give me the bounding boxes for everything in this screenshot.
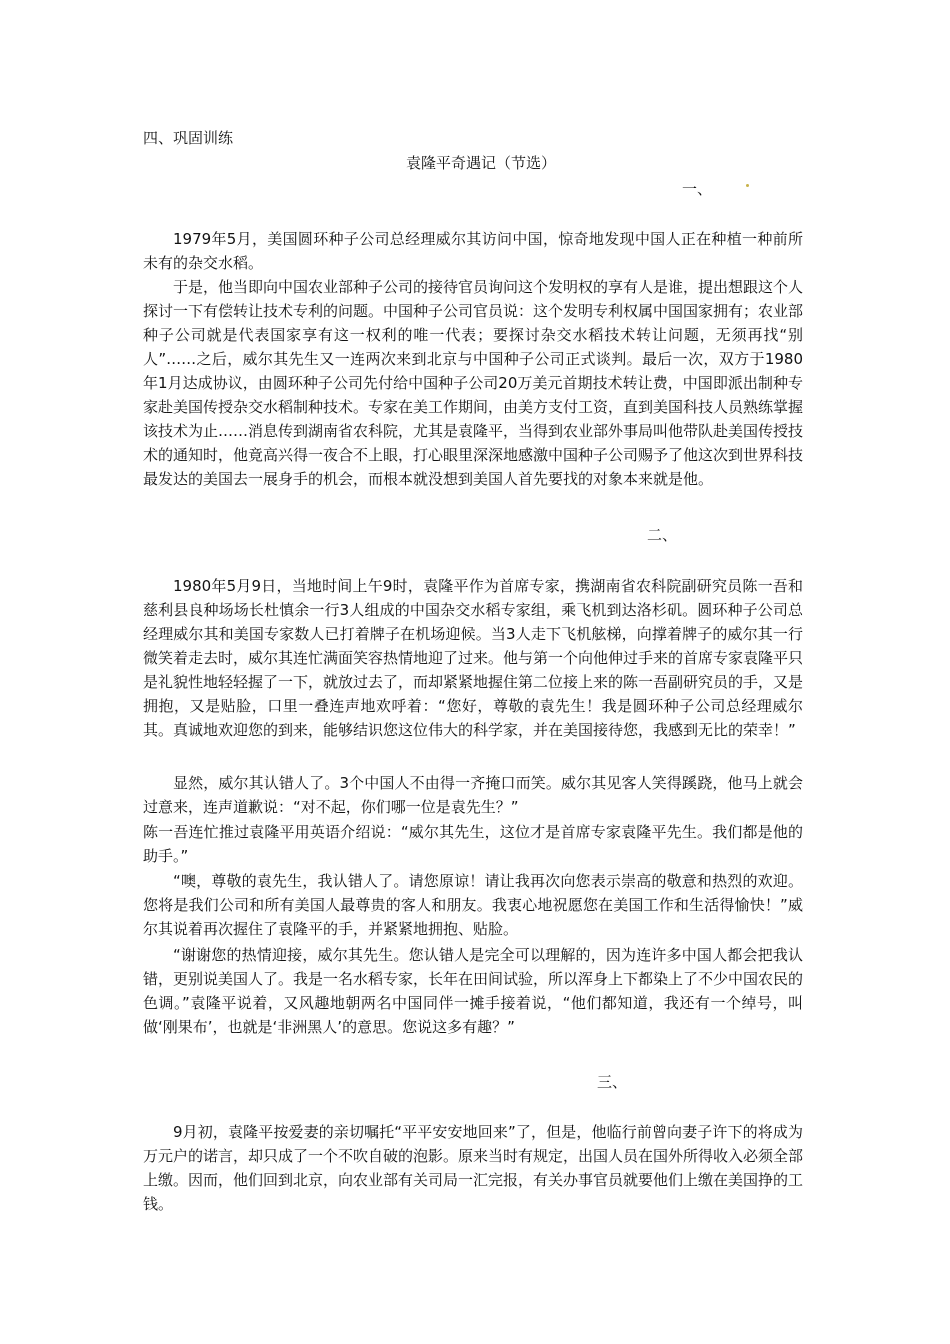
article-title: 袁隆平奇遇记（节选） [405,154,556,172]
part-one-label: 一、 [682,180,713,198]
paragraph: 陈一吾连忙推过袁隆平用英语介绍说：“威尔其先生，这位才是首席专家袁隆平先生。我们都是他的助手。” [143,823,803,865]
paragraph: 1979年5月，美国圆环种子公司总经理威尔其访问中国，惊奇地发现中国人正在种植一种前所未有的杂交水稻。 [143,230,803,272]
section-heading: 四、巩固训练 [143,129,234,147]
part-three-label: 三、 [597,1073,628,1091]
paragraph: 9月初，袁隆平按爱妻的亲切嘱托“平平安安地回来”了，但是，他临行前曾向妻子许下的将成为万元户的诺言，却只成了一个不吹自破的泡影。原来当时有规定，出国人员在国外所得收入必须全部上缴。因而，他们回到北京，向农业部有关司局一汇完报，有关办事官员就要他们上缴在美国挣的工钱。 [143,1123,804,1213]
paragraph: “谢谢您的热情迎接，威尔其先生。您认错人是完全可以理解的，因为连许多中国人都会把我认错，更别说美国人了。我是一名水稻专家，长年在田间试验，所以浑身上下都染上了不少中国农民的色调。”袁隆平说着，又风趣地朝两名中国同伴一摊手接着说，“他们都知道，我还有一个绰号，叫做‘刚果布’，也就是‘非洲黑人’的意思。您说这多有趣？” [143,946,804,1036]
paragraph: 1980年5月9日，当地时间上午9时，袁隆平作为首席专家，携湖南省农科院副研究员陈一吾和慈利县良种场场长杜慎余一行3人组成的中国杂交水稻专家组，乘飞机到达洛杉矶。圆环种子公司总经理威尔其和美国专家数人已打着牌子在机场迎候。当3人走下飞机舷梯，向撑着牌子的威尔其一行微笑着走去时，威尔其连忙满面笑容热情地迎了过来。他与第一个向他伸过手来的首席专家袁隆平只是礼貌性地轻轻握了一下，就放过去了，而却紧紧地握住第二位接上来的陈一吾副研究员的手，又是拥抱，又是贴脸，口里一叠连声地欢呼着：“您好，尊敬的袁先生！我是圆环种子公司总经理威尔其。真诚地欢迎您的到来，能够结识您这位伟大的科学家，并在美国接待您，我感到无比的荣幸！” [143,577,804,739]
paragraph: 于是，他当即向中国农业部种子公司的接待官员询问这个发明权的享有人是谁，提出想跟这个人探讨一下有偿转让技术专利的问题。中国种子公司官员说：这个发明专利权属中国国家拥有；农业部种子公司就是代表国家享有这一权利的唯一代表；要探讨杂交水稻技术转让问题，无须再找“别人”……之后，威尔其先生又一连两次来到北京与中国种子公司正式谈判。最后一次，双方于1980年1月达成协议，由圆环种子公司先付给中国种子公司20万美元首期技术转让费，中国即派出制种专家赴美国传授杂交水稻制种技术。专家在美工作期间，由美方支付工资，直到美国科技人员熟练掌握该技术为止……消息传到湖南省农科院，尤其是袁隆平，当得到农业部外事局叫他带队赴美国传授技术的通知时，他竟高兴得一夜合不上眼，打心眼里深深地感激中国种子公司赐予了他这次到世界科技最发达的美国去一展身手的机会，而根本就没想到美国人首先要找的对象本来就是他。 [143,278,804,488]
part-two-label: 二、 [647,526,678,544]
paragraph: “噢，尊敬的袁先生，我认错人了。请您原谅！请让我再次向您表示崇高的敬意和热烈的欢迎。您将是我们公司和所有美国人最尊贵的客人和朋友。我衷心地祝愿您在美国工作和生活得愉快！”威尔其说着再次握住了袁隆平的手，并紧紧地拥抱、贴脸。 [143,872,803,938]
paragraph: 显然，威尔其认错人了。3个中国人不由得一齐掩口而笑。威尔其见客人笑得蹊跷，他马上就会过意来，连声道歉说：“对不起，你们哪一位是袁先生？” [143,774,803,816]
mark-dot [746,184,749,187]
